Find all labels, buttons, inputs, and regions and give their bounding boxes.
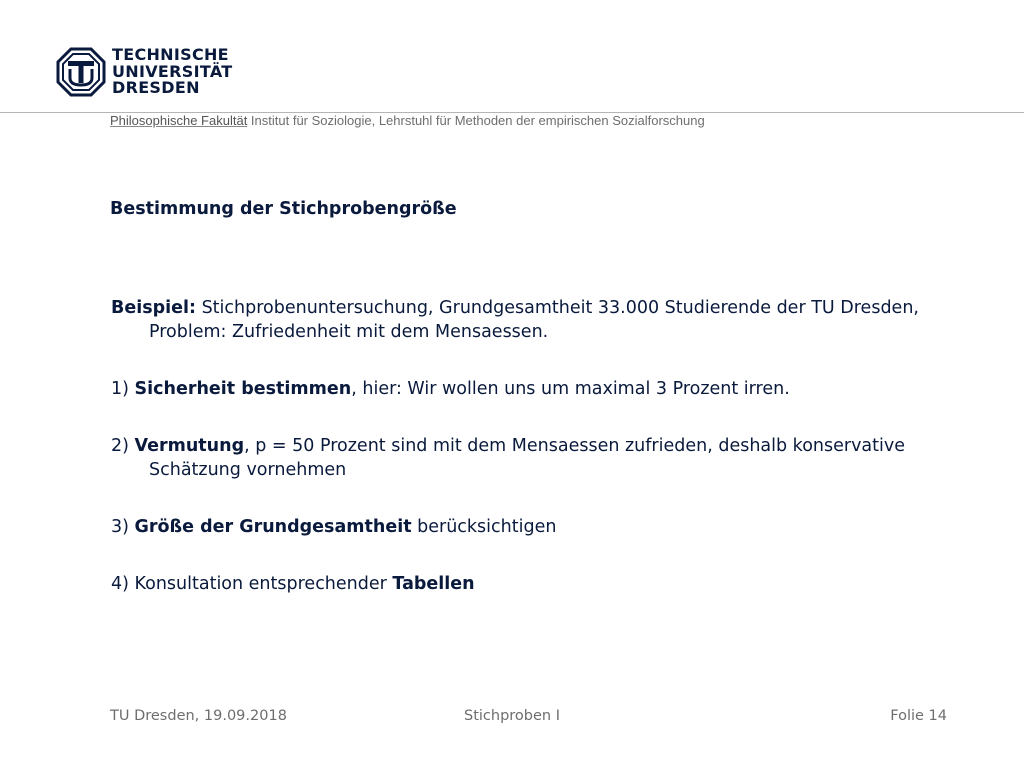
paragraph-text: Stichprobenuntersuchung, Grundgesamtheit 33.000 Studierende der TU Dresden, Problem: Zufriedenheit mit dem Mensaessen. [149, 298, 919, 342]
paragraph-step-3 [111, 515, 931, 539]
wordmark-line-3: DRESDEN [112, 78, 200, 97]
faculty-line [110, 113, 705, 128]
step-prefix: 2) [111, 436, 135, 456]
slide-title: Bestimmung der Stichprobengröße [110, 199, 457, 219]
paragraph-bold: Größe der Grundgesamtheit [134, 517, 412, 537]
footer-slide-number: Folie 14 [890, 708, 947, 724]
footer-title: Stichproben I [464, 708, 560, 724]
tu-dresden-logo [56, 47, 106, 97]
institute-name: Institut für Soziologie, Lehrstuhl für Methoden der empirischen Sozialforschung [247, 113, 705, 128]
paragraph-step-1 [111, 377, 931, 401]
step-prefix: 4) Konsultation entsprechender [111, 574, 393, 594]
footer-date: TU Dresden, 19.09.2018 [110, 708, 287, 724]
paragraph-bold: Beispiel: [111, 298, 197, 318]
faculty-name: Philosophische Fakultät [110, 113, 248, 128]
university-wordmark [112, 47, 232, 97]
paragraph-text: berücksichtigen [411, 517, 557, 537]
paragraph-step-4 [111, 572, 931, 596]
paragraph-bold: Vermutung [134, 436, 245, 456]
paragraph-bold: Tabellen [392, 574, 475, 594]
slide-content [111, 296, 931, 629]
paragraph-step-2 [111, 434, 931, 482]
paragraph-bold: Sicherheit bestimmen [134, 379, 352, 399]
step-prefix: 1) [111, 379, 135, 399]
step-prefix: 3) [111, 517, 135, 537]
wordmark-line-1: TECHNISCHE [112, 45, 229, 64]
paragraph-text: , hier: Wir wollen uns um maximal 3 Prozent irren. [351, 379, 790, 399]
paragraph-text: , p = 50 Prozent sind mit dem Mensaessen zufrieden, deshalb konservative Schätzung vornehmen [149, 436, 905, 480]
wordmark-line-2: UNIVERSITÄT [112, 61, 233, 81]
paragraph-example [111, 296, 931, 344]
